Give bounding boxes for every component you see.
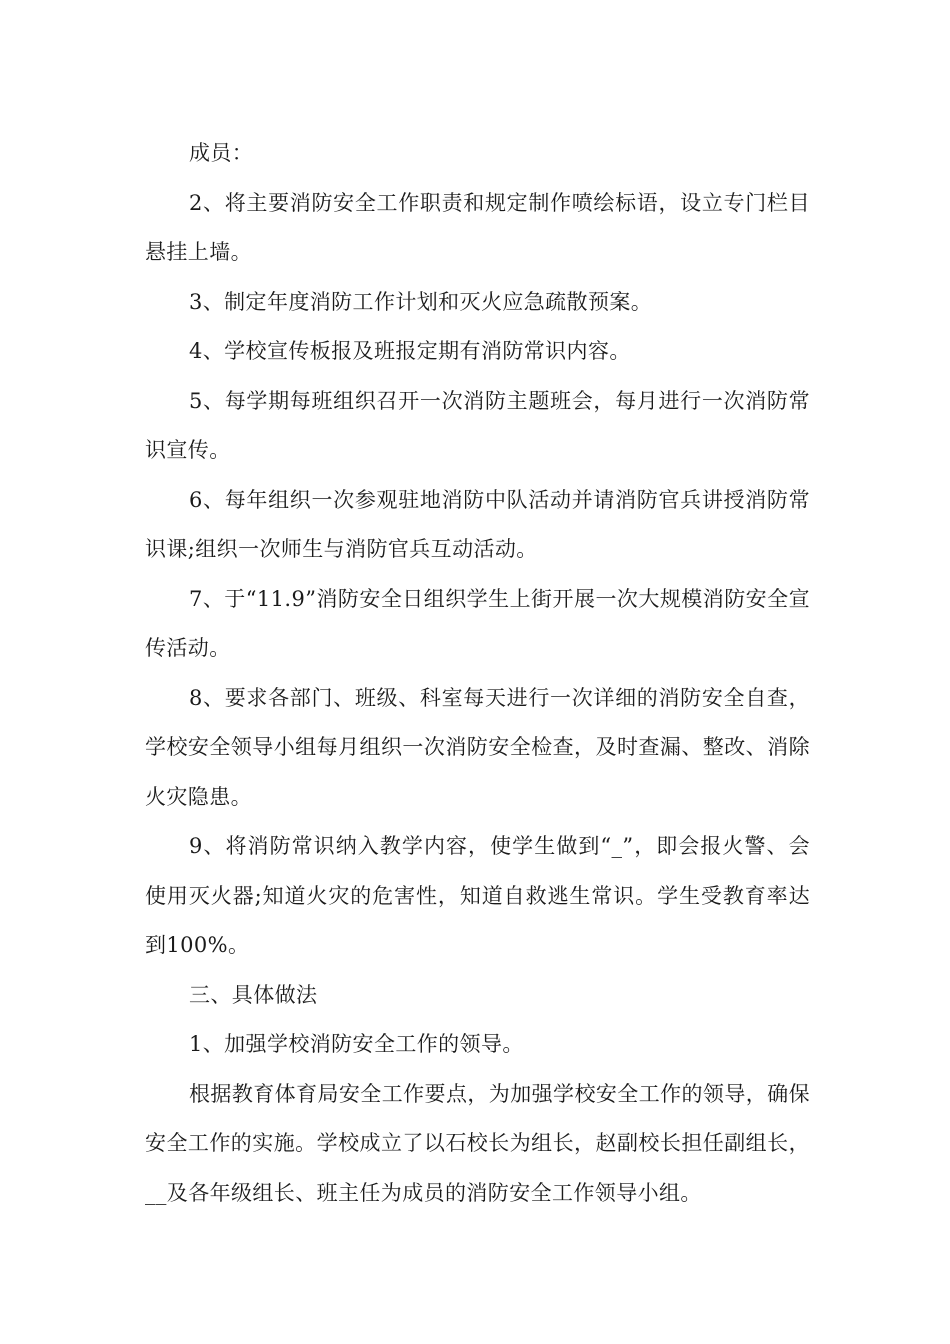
paragraph-item-5: 5、每学期每班组织召开一次消防主题班会，每月进行一次消防常识宣传。 — [145, 388, 810, 462]
paragraph-members: 成员： — [189, 141, 254, 165]
paragraph-item-2: 2、将主要消防安全工作职责和规定制作喷绘标语，设立专门栏目悬挂上墙。 — [145, 190, 810, 264]
paragraph-item-4: 4、学校宣传板报及班报定期有消防常识内容。 — [189, 339, 631, 363]
paragraph-item-3: 3、制定年度消防工作计划和灭火应急疏散预案。 — [189, 289, 653, 314]
section-heading-specific-methods: 三、具体做法 — [189, 982, 318, 1007]
paragraph-item-9: 9、将消防常识纳入教学内容，使学生做到“_”，即会报火警、会使用灭火器;知道火灾的危害性，知道自救逃生常识。学生受教育率达到100%。 — [145, 834, 810, 957]
paragraph-item-6: 6、每年组织一次参观驻地消防中队活动并请消防官兵讲授消防常识课;组织一次师生与消防官兵互动活动。 — [145, 487, 810, 561]
paragraph-leadership-detail: 根据教育体育局安全工作要点，为加强学校安全工作的领导，确保安全工作的实施。学校成立了以石校长为组长，赵副校长担任副组长，__及各年级组长、班主任为成员的消防安全工作领导小组。 — [145, 1081, 810, 1205]
paragraph-item-7: 7、于“11.9”消防安全日组织学生上街开展一次大规模消防安全宣传活动。 — [145, 586, 810, 660]
paragraph-item-8: 8、要求各部门、班级、科室每天进行一次详细的消防安全自查，学校安全领导小组每月组织一次消防安全检查，及时查漏、整改、消除火灾隐患。 — [145, 685, 810, 809]
document-body — [145, 129, 810, 1218]
paragraph-method-1: 1、加强学校消防安全工作的领导。 — [189, 1032, 524, 1056]
